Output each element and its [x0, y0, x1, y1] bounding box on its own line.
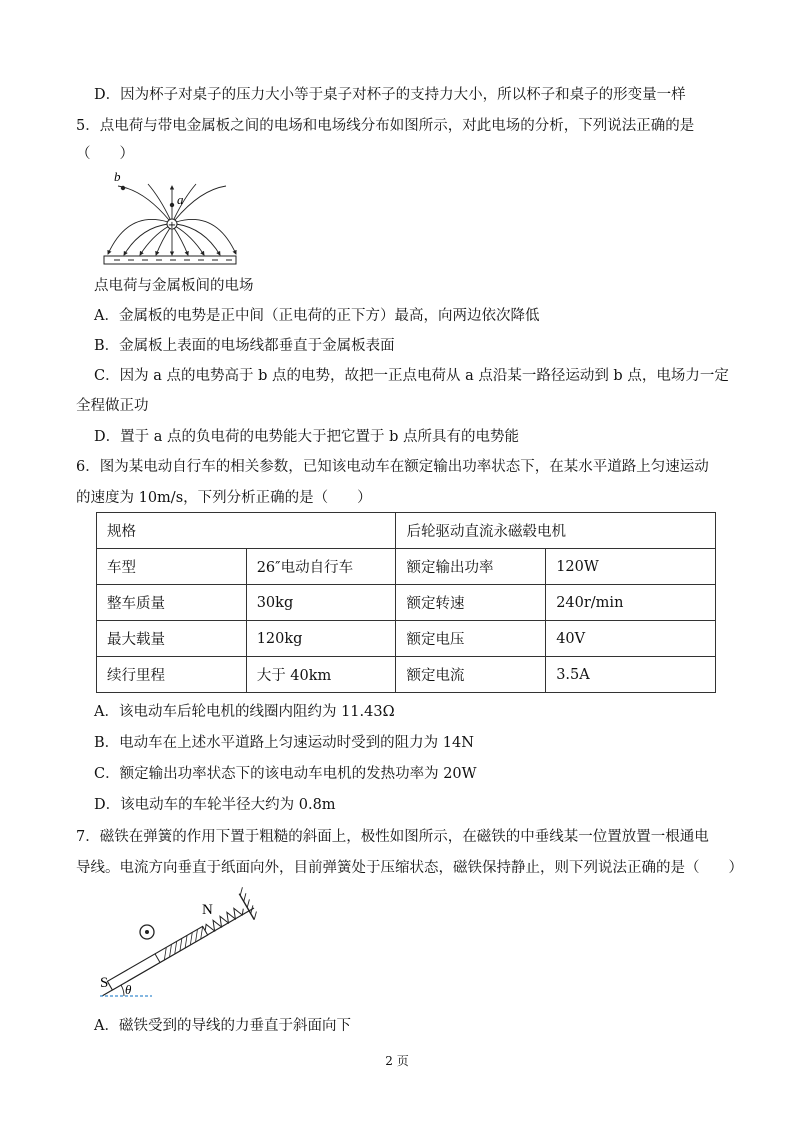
point-b [121, 186, 125, 190]
spec-table [96, 512, 716, 693]
q6-option-b: B．电动车在上述水平道路上匀速运动时受到的阻力为 14N [94, 735, 474, 751]
table-cell: 整车质量 [97, 585, 247, 621]
table-cell: 续行里程 [97, 657, 247, 693]
q5-option-d: D．置于 a 点的负电荷的电势能大于把它置于 b 点所具有的电势能 [94, 429, 519, 445]
table-cell: 120W [546, 549, 716, 585]
point-a [170, 203, 174, 207]
table-cell: 额定输出功率 [396, 549, 546, 585]
q5-stem-line1: 5．点电荷与带电金属板之间的电场和电场线分布如图所示，对此电场的分析，下列说法正确的是 [76, 118, 695, 134]
table-row [97, 657, 716, 693]
charge-sign: + [167, 220, 177, 231]
q5-option-b: B．金属板上表面的电场线都垂直于金属板表面 [94, 338, 395, 354]
q4-option-d: D．因为杯子对桌子的压力大小等于桌子对杯子的支持力大小，所以杯子和桌子的形变量一样 [94, 87, 686, 103]
table-cell: 大于 40km [246, 657, 396, 693]
table-row [97, 549, 716, 585]
label-s: S [100, 975, 109, 991]
page-number: 2 页 [385, 1054, 409, 1068]
q6-option-c: C．额定输出功率状态下的该电动车电机的发热功率为 20W [94, 766, 477, 782]
table-row [97, 585, 716, 621]
q5-field-figure [92, 168, 252, 272]
table-cell: 120kg [246, 621, 396, 657]
table-cell: 额定转速 [396, 585, 546, 621]
table-cell: 240r/min [546, 585, 716, 621]
q7-option-a: A．磁铁受到的导线的力垂直于斜面向下 [94, 1018, 351, 1034]
q6-option-d: D．该电动车的车轮半径大约为 0.8m [94, 797, 336, 813]
table-row [97, 621, 716, 657]
q5-option-c-line1: C．因为 a 点的电势高于 b 点的电势，故把一正点电荷从 a 点沿某一路径运动到 b 点，电场力一定 [94, 368, 729, 384]
table-cell: 额定电压 [396, 621, 546, 657]
table-header-left: 规格 [97, 513, 396, 549]
q6-stem-line1: 6．图为某电动自行车的相关参数，已知该电动车在额定输出功率状态下，在某水平道路上匀速运动 [76, 459, 709, 475]
q5-figure-caption: 点电荷与金属板间的电场 [94, 278, 254, 294]
table-cell: 最大载量 [97, 621, 247, 657]
q5-option-a: A．金属板的电势是正中间（正电荷的正下方）最高，向两边依次降低 [94, 308, 540, 324]
table-cell: 额定电流 [396, 657, 546, 693]
table-cell: 3.5A [546, 657, 716, 693]
q6-option-a: A．该电动车后轮电机的线圈内阻约为 11.43Ω [94, 704, 395, 720]
label-theta: θ [125, 982, 132, 997]
q5-option-c-line2: 全程做正功 [76, 398, 149, 414]
table-cell: 车型 [97, 549, 247, 585]
label-b: b [114, 169, 121, 184]
q6-stem-line2: 的速度为 10m/s，下列分析正确的是（ ） [76, 490, 372, 506]
q7-stem-line2: 导线。电流方向垂直于纸面向外，目前弹簧处于压缩状态，磁铁保持静止，则下列说法正确的是（ ） [76, 860, 743, 876]
table-cell: 26″电动自行车 [246, 549, 396, 585]
label-a: a [177, 192, 184, 207]
q7-stem-line1: 7．磁铁在弹簧的作用下置于粗糙的斜面上，极性如图所示，在磁铁的中垂线某一位置放置一根通电 [76, 829, 709, 845]
table-header-right: 后轮驱动直流永磁毂电机 [396, 513, 716, 549]
table-cell: 30kg [246, 585, 396, 621]
table-header-row [97, 513, 716, 549]
label-n: N [202, 902, 213, 918]
q5-stem-line2: （ ） [76, 146, 134, 162]
table-cell: 40V [546, 621, 716, 657]
q7-magnet-figure [94, 880, 274, 1006]
